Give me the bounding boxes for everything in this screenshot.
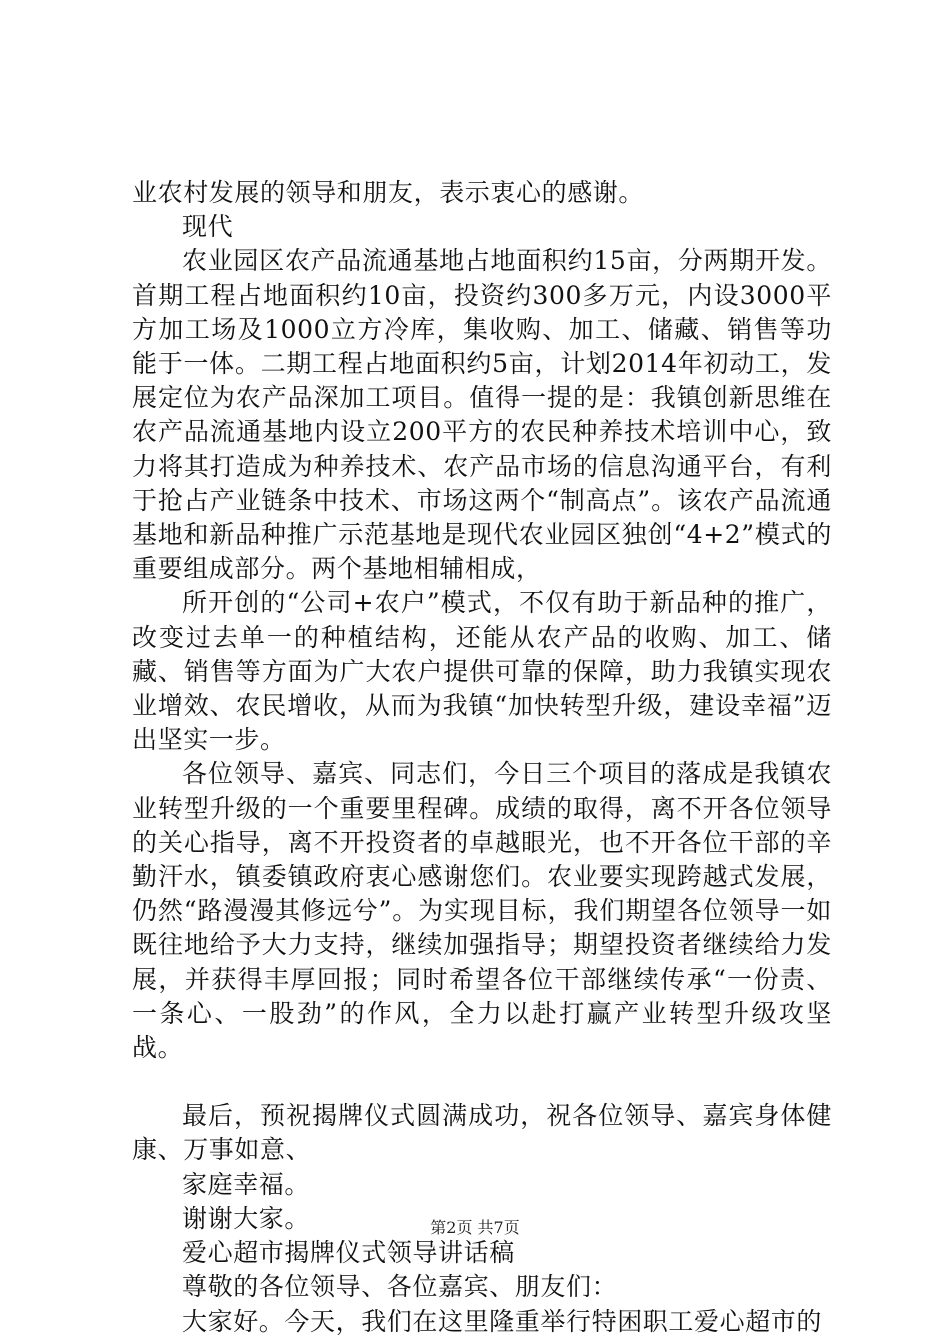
document-body <box>132 176 832 1339</box>
paragraph-5: 各位领导、嘉宾、同志们，今日三个项目的落成是我镇农业转型升级的一个重要里程碑。成绩的取得，离不开各位领导的关心指导，离不开投资者的卓越眼光，也不开各位干部的辛勤汗水，镇委镇政府衷心感谢您们。农业要实现跨越式发展，仍然“路漫漫其修远兮”。为实现目标，我们期望各位领导一如既往地给予大力支持，继续加强指导；期望投资者继续给力发展，并获得丰厚回报；同时希望各位干部继续传承“一份责、一条心、一股劲”的作风，全力以赴打赢产业转型升级攻坚战。 <box>132 759 832 1063</box>
paragraph-4: 所开创的“公司+农户”模式，不仅有助于新品种的推广，改变过去单一的种植结构，还能从农产品的收购、加工、储藏、销售等方面为广大农户提供可靠的保障，助力我镇实现农业增效、农民增收，从而为我镇“加快转型升级，建设幸福”迈出坚实一步。 <box>132 588 832 755</box>
paragraph-8: 谢谢大家。 <box>182 1203 311 1233</box>
paragraph-7: 家庭幸福。 <box>182 1169 311 1199</box>
salutation: 尊敬的各位领导、各位嘉宾、朋友们： <box>182 1272 618 1302</box>
paragraph-11: 大家好。今天，我们在这里隆重举行特困职工爱心超市的 <box>182 1306 823 1336</box>
page-footer <box>0 1215 950 1238</box>
section-title: 爱心超市揭牌仪式领导讲话稿 <box>182 1238 515 1268</box>
paragraph-1: 业农村发展的领导和朋友，表示衷心的感谢。 <box>132 178 645 207</box>
page-number: 第2页 共7页 <box>430 1218 520 1237</box>
paragraph-spacer <box>132 1065 832 1099</box>
paragraph-2: 现代 <box>182 212 234 242</box>
paragraph-3: 农业园区农产品流通基地占地面积约15亩，分两期开发。首期工程占地面积约10亩，投资约300多万元，内设3000平方加工场及1000立方冷库，集收购、加工、储藏、销售等功能于一体。二期工程占地面积约5亩，计划2014年初动工，发展定位为农产品深加工项目。值得一提的是：我镇创新思维在农产品流通基地内设立200平方的农民种养技术培训中心，致力将其打造成为种养技术、农产品市场的信息沟通平台，有利于抢占产业链条中技术、市场这两个“制高点”。该农产品流通基地和新品种推广示范基地是现代农业园区独创“4+2”模式的重要组成部分。两个基地相辅相成， <box>132 246 832 584</box>
paragraph-6: 最后，预祝揭牌仪式圆满成功，祝各位领导、嘉宾身体健康、万事如意、 <box>132 1101 832 1165</box>
